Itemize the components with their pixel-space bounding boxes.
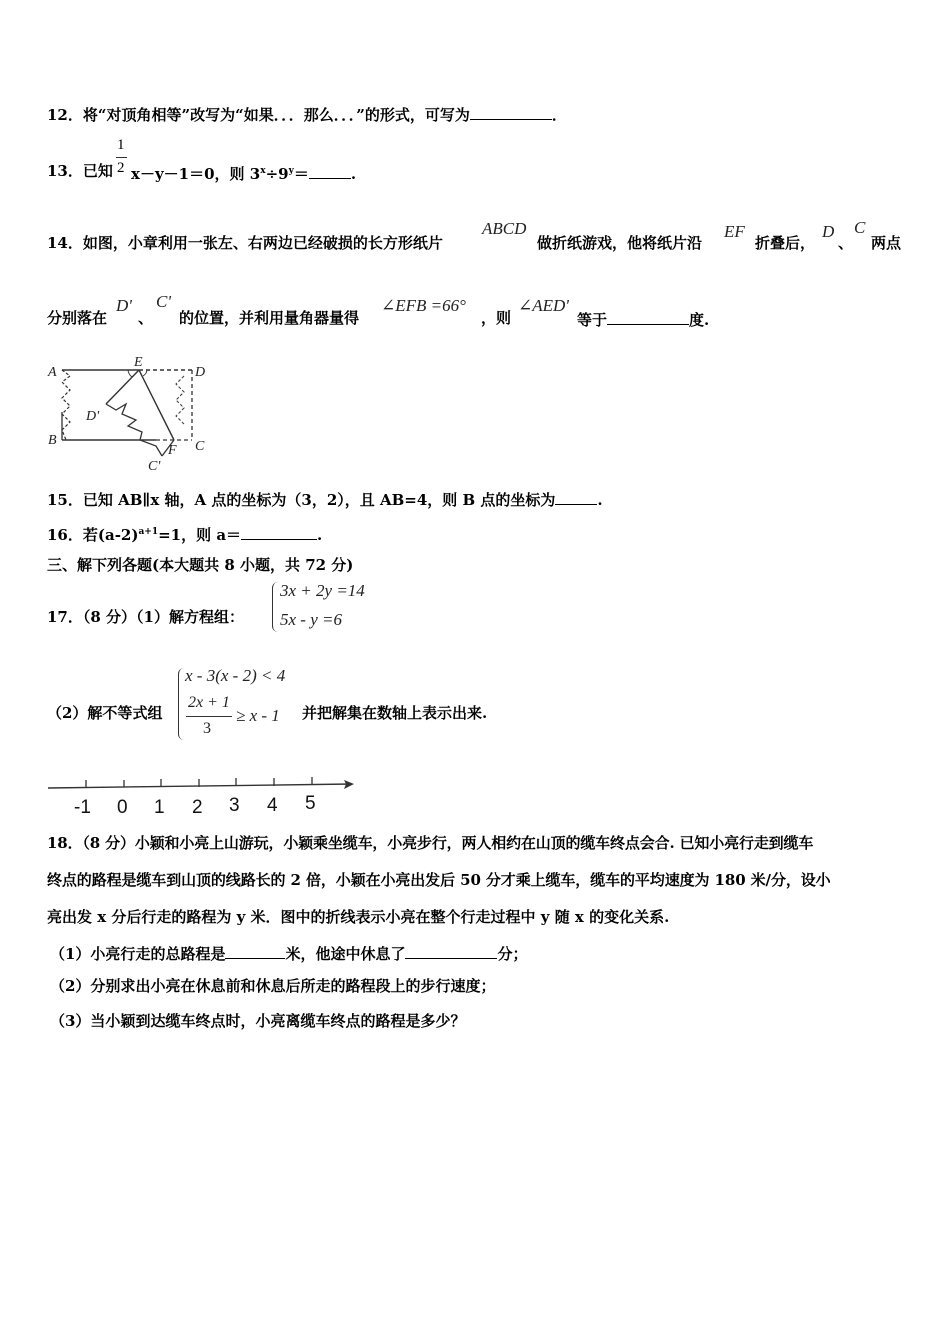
question-13-body bbox=[131, 161, 356, 184]
q14-torn-folded bbox=[106, 404, 162, 456]
q14-ef: EF bbox=[724, 222, 745, 241]
q14-fold-ef bbox=[139, 370, 174, 440]
q14-label-d: D bbox=[195, 365, 206, 380]
q18-sub1-blank-distance[interactable] bbox=[225, 942, 285, 959]
number-line-label: 2 bbox=[192, 797, 203, 818]
q14-label-f: F bbox=[168, 443, 177, 458]
q14-edge-edp bbox=[106, 370, 139, 404]
q17-ineq-brace bbox=[178, 668, 185, 740]
q18-sub1-blank-rest[interactable] bbox=[405, 942, 497, 959]
q13-div: ÷9 bbox=[265, 165, 289, 183]
number-line-label: 0 bbox=[117, 797, 128, 818]
q14-line2-mid: 的位置，并利用量角器量得 bbox=[179, 309, 360, 327]
q17-ineq1: x - 3(x - 2) < 4 bbox=[185, 666, 286, 685]
question-12 bbox=[47, 103, 567, 125]
q18-sub3: （3）当小颖到达缆车终点时，小亮离缆车终点的路程是多少？ bbox=[50, 1012, 466, 1030]
q14-label-c: C bbox=[195, 439, 205, 454]
q13-eq: ＝ bbox=[293, 165, 309, 183]
q15-text: 15．已知 AB∥x 轴，A 点的坐标为（3，2），且 AB=4，则 B 点的坐标为 bbox=[47, 491, 556, 509]
q18-sub1-prefix: （1）小亮行走的总路程是 bbox=[50, 945, 226, 963]
number-line-label: 4 bbox=[267, 795, 278, 816]
q14-sep2: 、 bbox=[138, 309, 154, 327]
q14-end1: 两点 bbox=[871, 234, 902, 252]
q16-exp: a+1 bbox=[138, 527, 159, 537]
q13-equation: x－y－1＝0，则 3 bbox=[131, 165, 261, 183]
q14-cprime: C' bbox=[156, 292, 171, 311]
q17-part2-tail: 并把解集在数轴上表示出来. bbox=[302, 704, 488, 722]
q14-angle-aed: ∠AED' bbox=[518, 296, 569, 315]
q13-frac-denominator: 2 bbox=[117, 160, 125, 176]
number-line-label: -1 bbox=[74, 797, 91, 818]
q14-c: C bbox=[854, 218, 866, 237]
q13-answer-blank[interactable] bbox=[309, 162, 351, 179]
q16-answer-blank[interactable] bbox=[241, 523, 317, 540]
question-15 bbox=[47, 488, 603, 510]
question-13-prefix: 13．已知 bbox=[47, 162, 113, 180]
number-line-axis bbox=[48, 784, 352, 788]
q15-end: . bbox=[597, 491, 603, 509]
q14-torn-right bbox=[176, 376, 184, 424]
q14-mid1: 做折纸游戏，他将纸片沿 bbox=[537, 234, 703, 252]
q18-sub1-mid: 米，他途中休息了 bbox=[285, 945, 406, 963]
q17-eq2: 5x - y =6 bbox=[280, 610, 342, 629]
q17-eq1: 3x + 2y =14 bbox=[280, 581, 365, 600]
q17-ineq2-rhs: ≥ x - 1 bbox=[236, 706, 280, 725]
q14-label-dprime: D' bbox=[86, 409, 100, 424]
q18-line3: 亮出发 x 分后行走的路程为 y 米．图中的折线表示小亮在整个行走过程中 y 随 x 的变化关系. bbox=[47, 908, 670, 926]
q17-label: 17．（8 分）（1）解方程组： bbox=[47, 608, 244, 626]
q17-ineq2-num: 2x + 1 bbox=[188, 694, 230, 711]
q12-end: ． bbox=[551, 106, 567, 124]
q14-angle-efb: ∠EFB =66° bbox=[381, 296, 466, 315]
q17-part2-label: （2）解不等式组 bbox=[47, 704, 163, 722]
q15-answer-blank[interactable] bbox=[555, 488, 597, 505]
q14-end: 度. bbox=[689, 311, 710, 329]
q14-label-a: A bbox=[48, 365, 57, 380]
q18-sub1 bbox=[50, 942, 527, 964]
number-line-label: 1 bbox=[154, 797, 165, 818]
q14-d: D bbox=[822, 222, 835, 241]
q18-sub1-end: 分； bbox=[497, 945, 528, 963]
number-line-label: 5 bbox=[305, 793, 316, 814]
q13-end: . bbox=[350, 165, 357, 183]
q14-mid2: 折叠后， bbox=[755, 234, 816, 252]
q12-answer-blank[interactable] bbox=[470, 103, 552, 120]
q12-text: 12．将“对顶角相等”改写为“如果．．．那么．．．”的形式，可写为 bbox=[47, 106, 470, 124]
q18-line2: 终点的路程是缆车到山顶的线路长的 2 倍，小颖在小亮出发后 50 分才乘上缆车，缆车的平均速度为 180 米/分，设小 bbox=[47, 871, 831, 889]
section-3-title: 三、解下列各题(本大题共 8 小题，共 72 分) bbox=[47, 556, 354, 574]
number-line-label: 3 bbox=[229, 795, 240, 816]
q14-answer-blank[interactable] bbox=[607, 308, 689, 325]
q14-label-cprime: C' bbox=[148, 459, 161, 474]
q14-angle-arc-1 bbox=[128, 370, 132, 377]
q14-sep: 、 bbox=[838, 234, 854, 252]
q14-line2-mid2: ，则 bbox=[481, 309, 512, 327]
q16-mid: =1，则 a＝ bbox=[158, 526, 242, 544]
q14-label-e: E bbox=[134, 355, 143, 370]
q14-line2-prefix: 分别落在 bbox=[47, 309, 108, 327]
q18-line1: 18．（8 分）小颖和小亮上山游玩，小颖乘坐缆车，小亮步行，两人相约在山顶的缆车终点会合. 已知小亮行走到缆车 bbox=[47, 834, 814, 852]
q13-frac-numerator: 1 bbox=[117, 137, 125, 153]
q13-exp-x: x bbox=[260, 166, 266, 176]
q14-line2-mid3 bbox=[577, 308, 709, 330]
q14-angle-arc-2 bbox=[143, 370, 147, 376]
number-line bbox=[44, 772, 364, 792]
q14-abcd: ABCD bbox=[482, 219, 527, 238]
q17-ineq2-den: 3 bbox=[203, 720, 211, 737]
q16-prefix: 16．若(a-2) bbox=[47, 526, 139, 544]
q14-dprime: D' bbox=[116, 296, 132, 315]
q17-ineq2-bar bbox=[186, 716, 232, 717]
q17-system-brace bbox=[272, 582, 279, 632]
q13-exp-y: y bbox=[288, 166, 294, 176]
q18-sub2: （2）分别求出小亮在休息前和休息后所走的路程段上的步行速度； bbox=[50, 977, 496, 995]
q14-label-b: B bbox=[48, 433, 57, 448]
question-14-prefix: 14．如图，小章利用一张左、右两边已经破损的长方形纸片 bbox=[47, 234, 443, 252]
q14-figure bbox=[44, 352, 224, 474]
q16-end: . bbox=[317, 526, 323, 544]
question-16 bbox=[47, 522, 322, 545]
q13-frac-bar bbox=[116, 157, 127, 158]
q14-dengyu: 等于 bbox=[577, 311, 608, 329]
q14-torn-left bbox=[62, 370, 70, 440]
